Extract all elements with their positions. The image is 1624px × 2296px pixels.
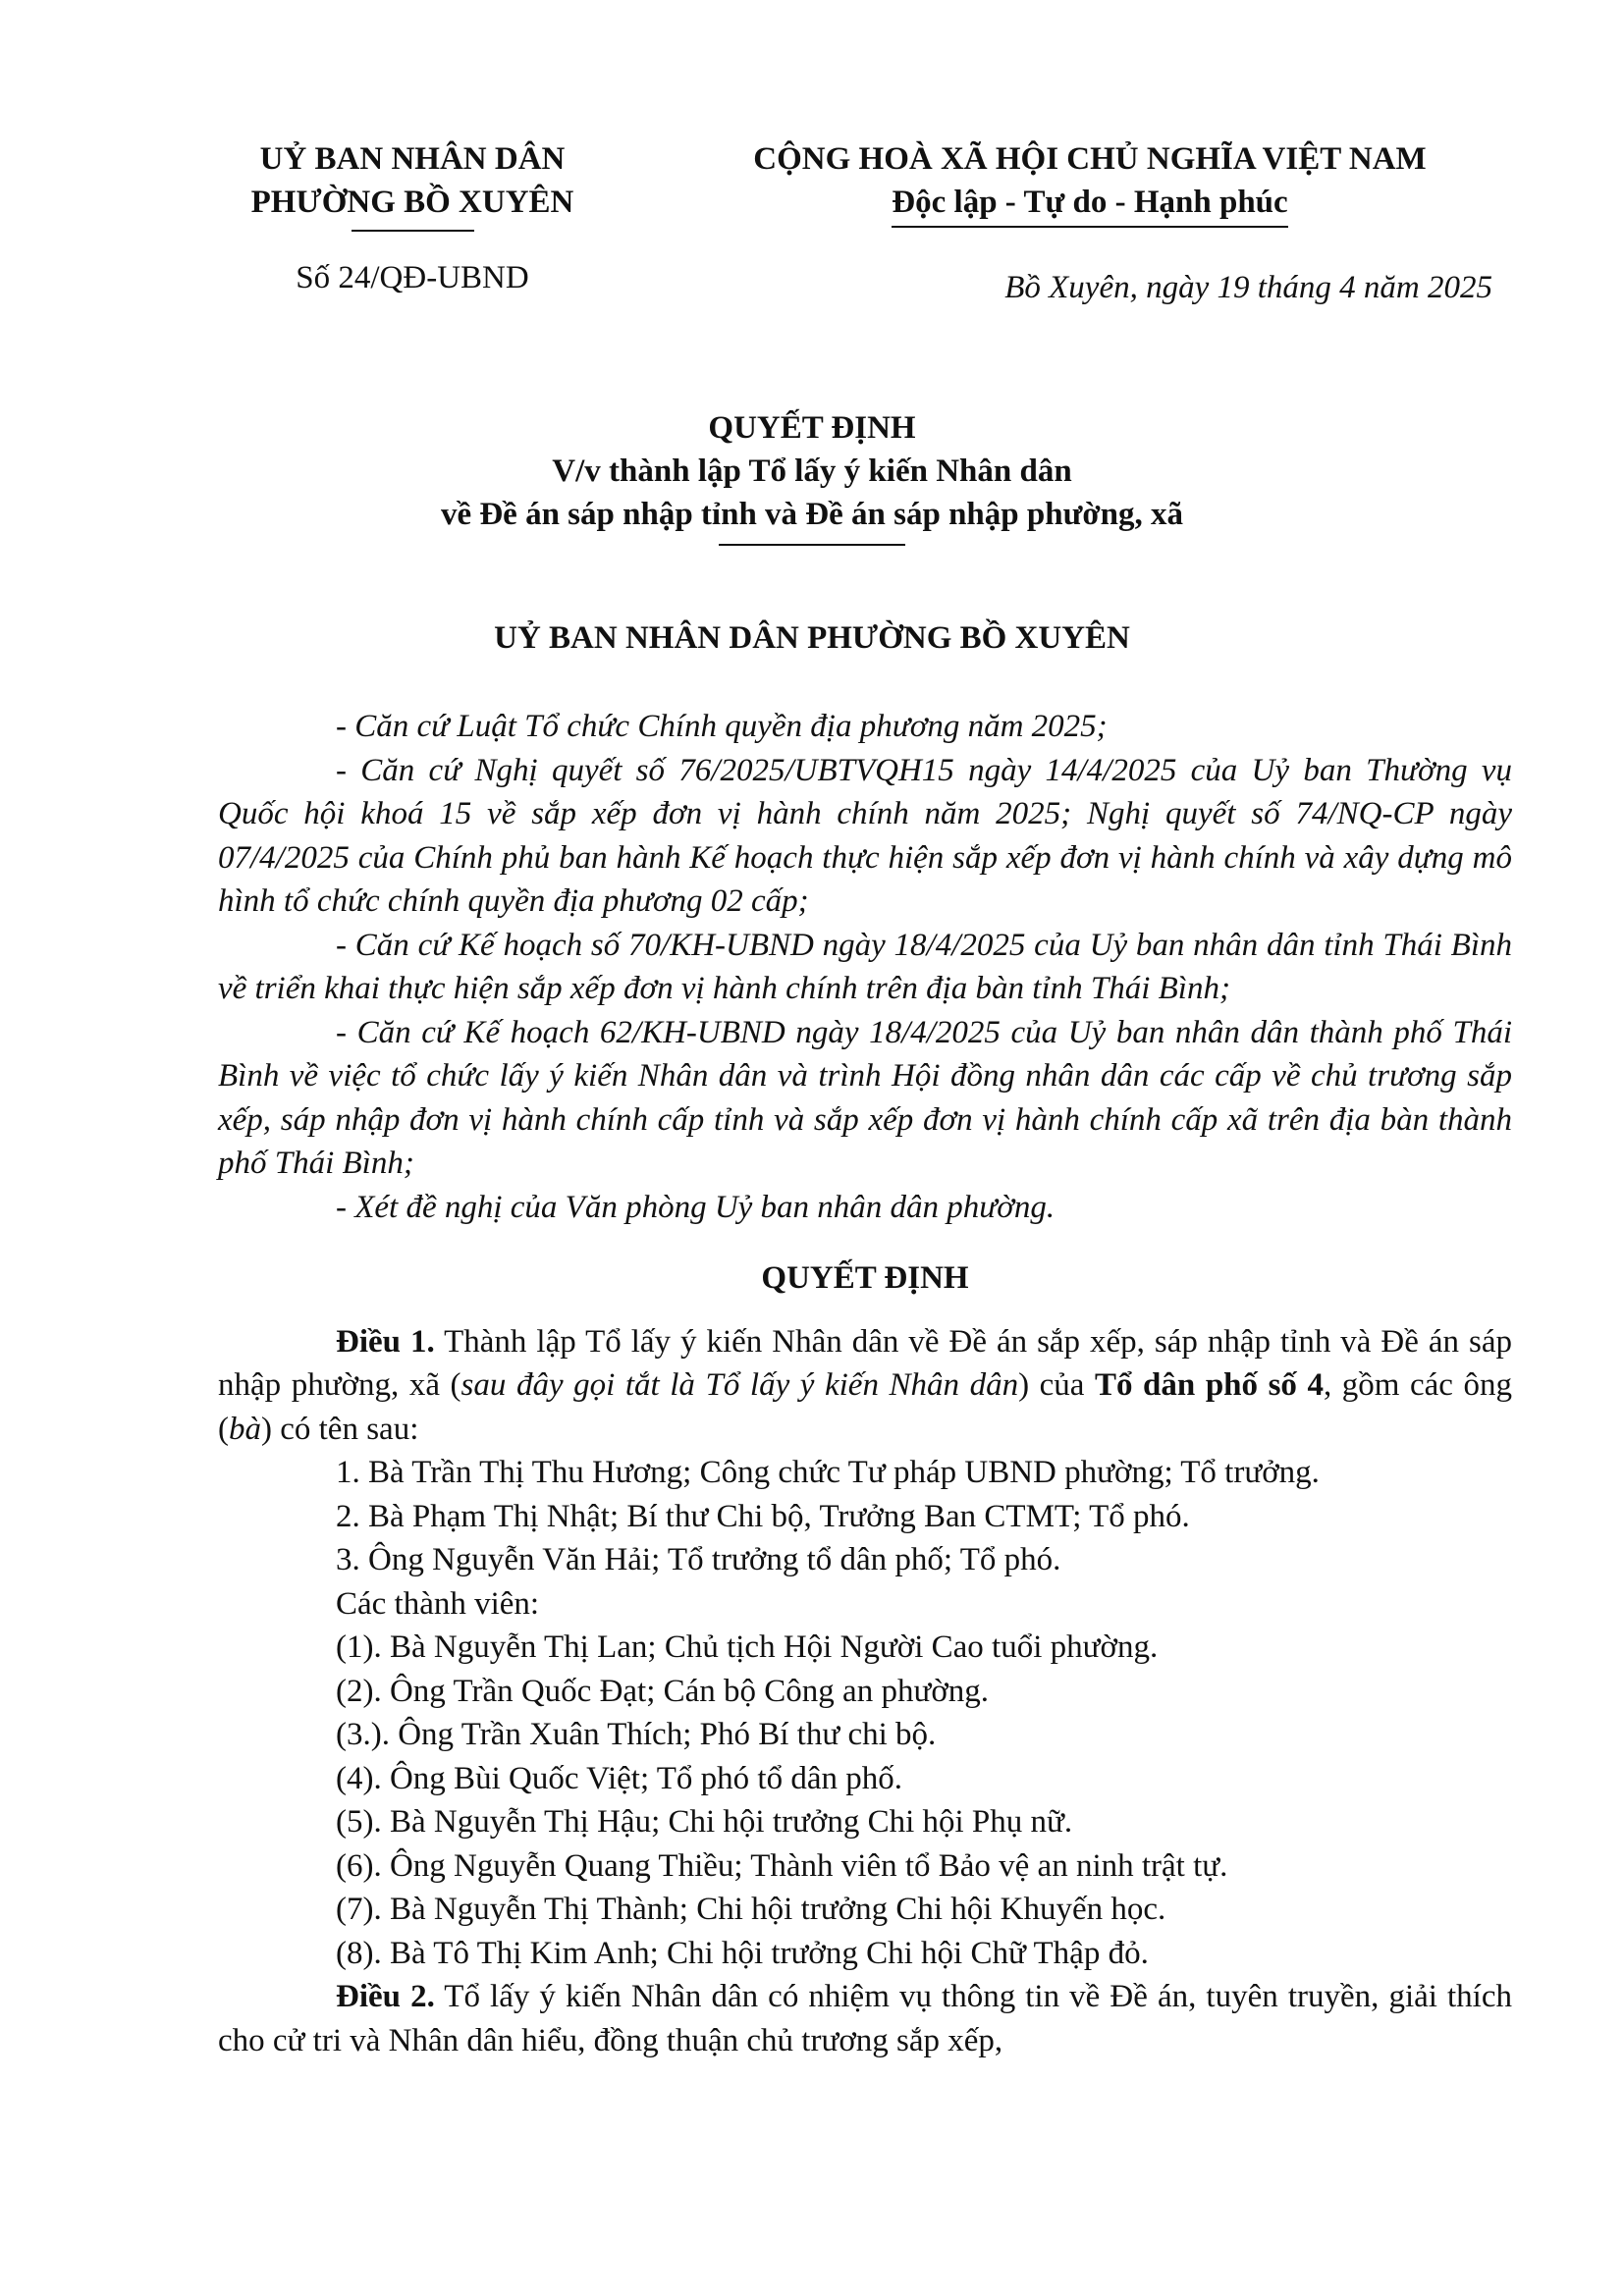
article-1-text-d: ) có tên sau: <box>261 1411 419 1447</box>
legal-basis-4: - Căn cứ Kế hoạch 62/KH-UBND ngày 18/4/2025 của Uỷ ban nhân dân thành phố Thái Bình về việc tổ chức lấy ý kiến Nhân dân và trình Hội đồng nhân dân các cấp về chủ trương sắp xếp, sáp nhập đơn vị hành chính cấp tỉnh và sắp xếp đơn vị hành chính cấp xã trên địa bàn thành phố Thái Bình; <box>218 1014 1512 1181</box>
legal-basis-3: - Căn cứ Kế hoạch số 70/KH-UBND ngày 18/4/2025 của Uỷ ban nhân dân tỉnh Thái Bình về triển khai thực hiện sắp xếp đơn vị hành chính trên địa bàn tỉnh Thái Bình; <box>218 927 1512 1006</box>
legal-basis-2: - Căn cứ Nghị quyết số 76/2025/UBTVQH15 ngày 14/4/2025 của Uỷ ban Thường vụ Quốc hội khoá 15 về sắp xếp đơn vị hành chính năm 2025; Nghị quyết số 74/NQ-CP ngày 07/4/2025 của Chính phủ ban hành Kế hoạch thực hiện sắp xếp đơn vị hành chính và xây dựng mô hình tổ chức chính quyền địa phương 02 cấp; <box>218 752 1512 919</box>
authority-line-2: PHƯỜNG BỒ XUYÊN <box>250 185 574 220</box>
article-1-text-b: ) của <box>1018 1367 1095 1403</box>
legal-basis-1: - Căn cứ Luật Tổ chức Chính quyền địa phương năm 2025; <box>336 709 1108 744</box>
document-body <box>218 705 1512 2062</box>
document-number: Số 24/QĐ-UBND <box>296 260 529 295</box>
member-2: (2). Ông Trần Quốc Đạt; Cán bộ Công an phường. <box>336 1673 990 1709</box>
authority-line-1: UỶ BAN NHÂN DÂN <box>259 141 566 177</box>
leader-1: 1. Bà Trần Thị Thu Hương; Công chức Tư pháp UBND phường; Tổ trưởng. <box>336 1455 1320 1490</box>
members-label: Các thành viên: <box>336 1585 540 1622</box>
article-1-text-italic: sau đây gọi tắt là Tổ lấy ý kiến Nhân dân <box>460 1367 1019 1403</box>
member-7: (7). Bà Nguyễn Thị Thành; Chi hội trưởng Chi hội Khuyến học. <box>336 1892 1166 1927</box>
title-line-3: về Đề án sáp nhập tỉnh và Đề án sáp nhập phường, xã <box>440 497 1184 532</box>
authority-underline <box>352 230 474 232</box>
article-1-text-c: , gồm các ông ( <box>218 1367 1513 1447</box>
country-name: CỘNG HOÀ XÃ HỘI CHỦ NGHĨA VIỆT NAM <box>753 141 1427 177</box>
national-motto: Độc lập - Tự do - Hạnh phúc <box>892 181 1287 228</box>
title-underline <box>719 544 905 546</box>
leader-2: 2. Bà Phạm Thị Nhật; Bí thư Chi bộ, Trưởng Ban CTMT; Tổ phó. <box>336 1498 1190 1534</box>
member-6: (6). Ông Nguyễn Quang Thiều; Thành viên tổ Bảo vệ an ninh trật tự. <box>336 1847 1228 1884</box>
issuing-authority <box>196 137 628 232</box>
decision-heading: QUYẾT ĐỊNH <box>761 1260 969 1296</box>
leader-3: 3. Ông Nguyễn Văn Hải; Tổ trưởng tổ dân phố; Tổ phó. <box>336 1542 1061 1577</box>
title-line-1: QUYẾT ĐỊNH <box>708 410 916 446</box>
member-8: (8). Bà Tô Thị Kim Anh; Chi hội trưởng Chi hội Chữ Thập đỏ. <box>336 1935 1149 1971</box>
national-heading <box>687 137 1492 228</box>
member-5: (5). Bà Nguyễn Thị Hậu; Chi hội trưởng Chi hội Phụ nữ. <box>336 1804 1073 1840</box>
article-1-text-italic-2: bà <box>229 1411 261 1447</box>
article-2-label: Điều 2. <box>336 1979 435 2014</box>
article-2 <box>218 1975 1512 2062</box>
article-1-label: Điều 1. <box>336 1323 435 1360</box>
article-2-text: Tổ lấy ý kiến Nhân dân có nhiệm vụ thông tin về Đề án, tuyên truyền, giải thích cho cử tri và Nhân dân hiểu, đồng thuận chủ trương sắp xếp, <box>218 1979 1512 2058</box>
document-date: Bồ Xuyên, ngày 19 tháng 4 năm 2025 <box>1004 270 1492 305</box>
member-3: (3.). Ông Trần Xuân Thích; Phó Bí thư chi bộ. <box>336 1717 937 1752</box>
article-1-text-a: Thành lập Tổ lấy ý kiến Nhân dân về Đề án sắp xếp, sáp nhập tỉnh và Đề án sáp nhập phường, xã ( <box>218 1323 1512 1403</box>
decision-authority: UỶ BAN NHÂN DÂN PHƯỜNG BỒ XUYÊN <box>494 620 1130 656</box>
article-1-text-bold: Tổ dân phố số 4 <box>1094 1367 1324 1403</box>
member-4: (4). Ông Bùi Quốc Việt; Tổ phó tổ dân phố. <box>336 1760 903 1796</box>
member-1: (1). Bà Nguyễn Thị Lan; Chủ tịch Hội Người Cao tuổi phường. <box>336 1629 1159 1665</box>
legal-basis-5: - Xét đề nghị của Văn phòng Uỷ ban nhân dân phường. <box>336 1189 1056 1225</box>
article-1 <box>218 1320 1512 1452</box>
title-line-2: V/v thành lập Tổ lấy ý kiến Nhân dân <box>552 454 1072 489</box>
document-title <box>0 406 1624 546</box>
